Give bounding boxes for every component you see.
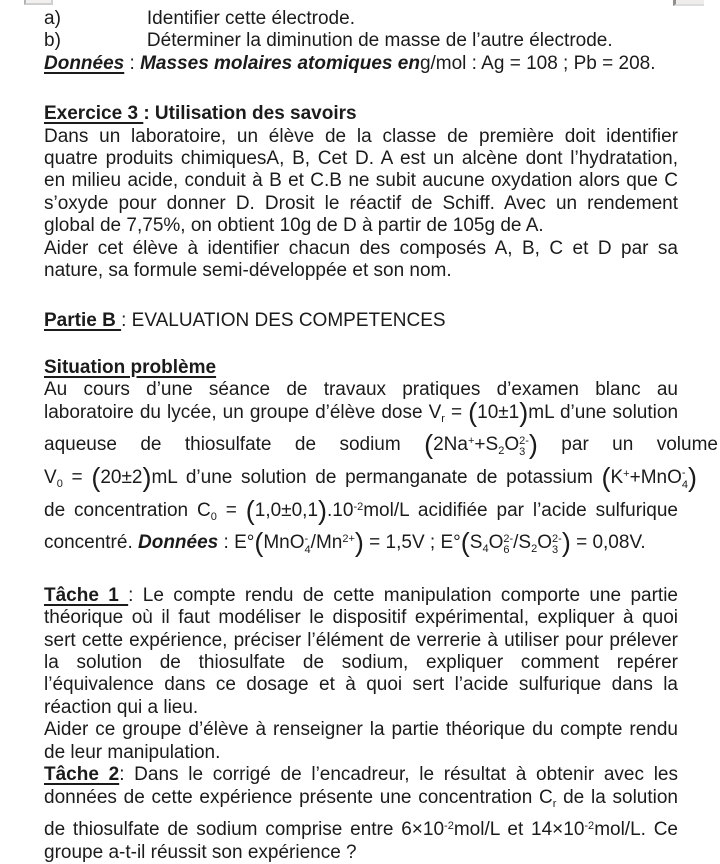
- text-segment: S: [469, 532, 483, 554]
- text-segment: Au cours d’une séance de travaux pratiques d’examen blanc au: [44, 379, 678, 401]
- text-segment: données de cette expérience présente une concentration C: [44, 786, 553, 808]
- text-segment: Situation problème: [44, 356, 217, 378]
- text-segment: la solution de thiosulfate de sodium, expliquer comment repérer: [44, 652, 678, 674]
- text-segment: Exercice 3: [44, 103, 144, 125]
- text-line: [44, 463, 697, 496]
- text-line: [44, 815, 678, 841]
- text-line: [44, 193, 678, 215]
- text-line: [44, 215, 678, 237]
- text-segment: b): [44, 30, 61, 52]
- text-segment: quatre produits chimiquesA, B, Cet D. A est un alcène dont l’hydratation,: [44, 148, 678, 170]
- text-segment: =: [444, 401, 469, 423]
- text-segment: K: [610, 466, 624, 488]
- stacked-script: - 4: [304, 532, 311, 557]
- text-segment: 2Na: [433, 434, 468, 456]
- text-line: [44, 397, 679, 431]
- text-line: [44, 30, 678, 52]
- situation-probleme-paragraph: [44, 379, 718, 561]
- stacked-script: 2- 3: [519, 434, 529, 459]
- exercice-3-paragraph: [44, 126, 678, 283]
- text-segment: de leur manipulation.: [44, 741, 221, 763]
- text-segment: par un volume: [537, 434, 718, 456]
- text-segment: = 1,5V ; E°: [363, 532, 461, 554]
- cropped-element-top-left: [24, 0, 53, 5]
- text-segment: Masses molaires atomiques en: [140, 52, 420, 74]
- text-segment: sert cette expérience, préciser l’élément de verrerie à utiliser pour prélever: [44, 629, 678, 651]
- text-segment: Déterminer la diminution de masse de l’autre électrode.: [146, 30, 613, 52]
- partie-b-heading: [44, 310, 678, 332]
- text-segment: =: [62, 466, 92, 488]
- text-segment: 10±1: [477, 401, 520, 423]
- text-segment: mL d’une solution: [528, 401, 679, 423]
- text-line: [44, 430, 718, 463]
- text-segment: : Le compte rendu de cette manipulation comporte une partie: [128, 584, 678, 606]
- text-segment: aqueuse de thiosulfate de sodium: [44, 434, 425, 456]
- text-segment: concentré.: [44, 532, 138, 554]
- text-line: [44, 528, 678, 561]
- cropped-element-top-right: [673, 0, 704, 6]
- subscript: 2: [531, 543, 538, 556]
- text-line: [44, 764, 678, 786]
- subscript: 0: [210, 510, 217, 523]
- text-segment: s’oxyde pour donner D. Drosit le réactif de Schiff. Avec un rendement: [44, 192, 678, 214]
- text-line: [44, 53, 678, 75]
- text-line: [44, 496, 678, 529]
- text-segment: Dans un laboratoire, un élève de la classe de première doit identifier: [44, 125, 678, 147]
- text-segment: 1,0±0,1: [254, 499, 319, 521]
- text-line: [44, 170, 678, 192]
- superscript: -2: [353, 500, 364, 513]
- text-line: [44, 674, 678, 696]
- text-segment: mL d’une solution de permanganate de potassium: [151, 466, 602, 488]
- subscript: 0: [56, 478, 63, 491]
- text-line: [44, 148, 678, 170]
- text-line: [44, 652, 678, 674]
- text-segment: Aider cet élève à identifier chacun des composés A, B, C et D par sa: [44, 237, 678, 259]
- text-line: [44, 310, 678, 332]
- subscript: 2: [498, 445, 505, 458]
- text-segment: : Utilisation des savoirs: [143, 103, 357, 125]
- text-segment: l’équivalence dans ce dosage et à quoi sert l’acide sulfurique dans la: [44, 674, 678, 696]
- exercice-3-heading: [44, 103, 678, 125]
- big-paren: (: [245, 495, 255, 526]
- big-paren: (: [254, 527, 264, 558]
- text-segment: de la solution: [556, 786, 678, 808]
- text-segment: O: [537, 532, 553, 554]
- text-segment: mol/L. Ce: [594, 819, 679, 841]
- text-segment: :: [124, 52, 141, 74]
- text-segment: =: [216, 499, 246, 521]
- text-segment: : EVALUATION DES COMPETENCES: [121, 310, 446, 332]
- big-paren: ): [142, 462, 152, 493]
- text-line: [44, 697, 678, 719]
- text-line: [44, 357, 678, 379]
- stacked-script: 2- 3: [552, 532, 562, 557]
- text-segment: nature, sa formule semi-développée et son nom.: [44, 260, 452, 282]
- text-segment: Identifier cette électrode.: [146, 8, 355, 29]
- big-paren: ): [318, 495, 328, 526]
- text-segment: groupe a-t-il réussit son expérience ?: [44, 841, 357, 863]
- text-segment: = 0,08V.: [570, 532, 646, 554]
- big-paren: (: [91, 462, 101, 493]
- big-paren: (: [460, 527, 470, 558]
- text-segment: 20±2: [100, 466, 143, 488]
- big-paren: (: [424, 429, 434, 460]
- text-line: [44, 379, 678, 401]
- text-line: [44, 8, 678, 30]
- tache-2-paragraph: [44, 764, 678, 864]
- text-segment: théorique où il faut modéliser le dispositif expérimental, expliquer à quoi: [44, 607, 678, 629]
- text-segment: global de 7,75%, on obtient 10g de D à partir de 105g de A.: [44, 215, 544, 237]
- superscript: +: [467, 435, 475, 448]
- text-segment: g/mol : Ag = 108 ; Pb = 208.: [419, 52, 656, 74]
- text-segment: +S: [474, 434, 499, 456]
- text-line: [44, 842, 678, 864]
- big-paren: ): [528, 429, 538, 460]
- text-segment: /S: [513, 532, 532, 554]
- text-line: [44, 238, 678, 260]
- stacked-script: - 4: [681, 467, 689, 491]
- text-segment: Tâche 2: [44, 764, 120, 786]
- text-line: [44, 742, 678, 764]
- big-paren: ): [354, 527, 364, 558]
- text-segment: O: [488, 532, 504, 554]
- text-segment: de concentration C: [44, 499, 211, 521]
- text-segment: O: [504, 434, 520, 456]
- text-line: [44, 126, 678, 148]
- big-paren: ): [519, 397, 529, 428]
- superscript: -2: [444, 820, 454, 833]
- text-segment: /Mn: [310, 532, 343, 554]
- text-line: [44, 585, 678, 607]
- subscript: r: [441, 412, 445, 425]
- big-paren: ): [561, 527, 571, 558]
- text-segment: : E°: [218, 532, 255, 554]
- text-line: [44, 103, 678, 125]
- text-segment: V: [44, 466, 57, 488]
- document-content: [44, 8, 718, 864]
- text-segment: +MnO: [629, 466, 682, 488]
- text-segment: .10: [327, 499, 354, 521]
- text-segment: laboratoire du lycée, un groupe d’élève dose V: [44, 401, 442, 423]
- subscript: r: [552, 797, 557, 810]
- text-segment: Aider ce groupe d’élève à renseigner la partie théorique du compte rendu: [44, 719, 678, 741]
- text-segment: Données: [138, 532, 219, 554]
- text-line: [44, 607, 678, 629]
- text-segment: mol/L acidifiée par l’acide sulfurique: [363, 499, 678, 521]
- situation-probleme-heading: [44, 357, 678, 379]
- big-paren: (: [601, 462, 611, 493]
- text-segment: en milieu acide, conduit à B et C.B ne subit aucune oxydation alors que C: [44, 170, 678, 192]
- superscript: +: [623, 467, 630, 480]
- text-line: [44, 787, 678, 816]
- question-items: [44, 8, 678, 75]
- subscript: 4: [482, 543, 489, 556]
- text-segment: réaction qui a lieu.: [44, 696, 199, 718]
- big-paren: (: [468, 397, 478, 428]
- superscript: -2: [584, 820, 595, 833]
- big-paren: ): [688, 462, 697, 493]
- text-segment: MnO: [263, 532, 305, 554]
- stacked-script: 2- 6: [503, 532, 514, 557]
- text-line: [44, 719, 678, 741]
- text-segment: : Dans le corrigé de l’encadreur, le résultat à obtenir avec les: [119, 764, 678, 786]
- text-segment: mol/L et 14×10: [453, 819, 585, 841]
- tache-1-paragraph: [44, 585, 678, 764]
- text-segment: Données: [44, 52, 125, 74]
- text-segment: Partie B: [44, 310, 122, 332]
- text-segment: a): [44, 8, 61, 29]
- text-segment: de thiosulfate de sodium comprise entre 6×10: [44, 819, 445, 841]
- superscript: 2+: [342, 533, 355, 546]
- text-segment: Tâche 1: [44, 584, 129, 606]
- text-line: [44, 630, 678, 652]
- text-line: [44, 260, 678, 282]
